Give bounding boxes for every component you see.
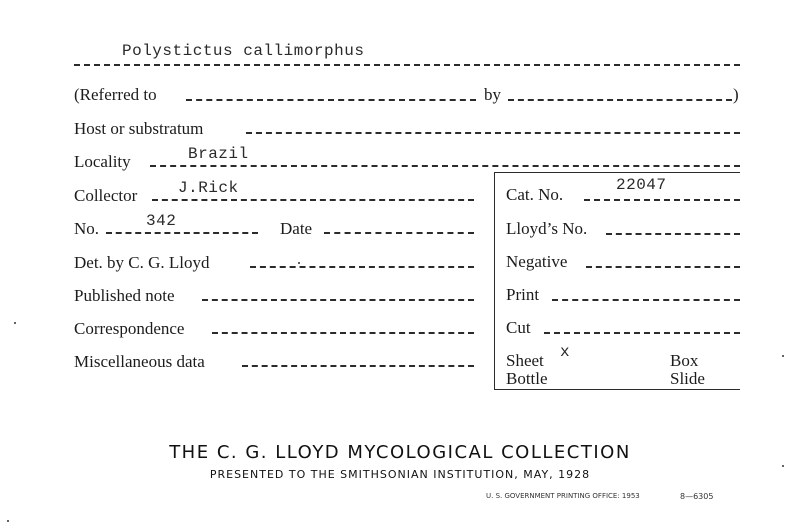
negative-line [586,266,740,268]
close-paren: ) [733,85,739,104]
by-line [508,99,732,101]
cut-label: Cut [506,318,531,337]
collection-title: THE C. G. LLOYD MYCOLOGICAL COLLECTION [169,442,631,463]
locality-line [150,165,740,167]
sheet-label: Sheet [506,351,544,370]
published-note-line [202,299,474,301]
print-label: Print [506,285,540,304]
published-note-label: Published note [74,286,175,305]
sheet-mark: x [560,343,571,361]
locality-label: Locality [74,152,131,171]
collector-label: Collector [74,186,138,205]
referred-to-label: (Referred to [74,85,157,104]
cat-no-value: 22047 [616,176,667,194]
bottle-label: Bottle [506,369,548,388]
box-label: Box [670,351,699,370]
species-name: Polystictus callimorphus [122,42,365,60]
misc-data-label: Miscellaneous data [74,352,205,371]
misc-data-line [242,365,474,367]
print-line [552,299,740,301]
scan-speck [7,520,9,522]
catalog-box-top [494,172,740,173]
host-label: Host or substratum [74,119,204,138]
scan-speck [298,262,300,264]
locality-value: Brazil [188,145,249,163]
date-label: Date [280,219,313,238]
det-by-line [250,266,474,268]
collector-line [152,199,474,201]
lloyds-no-line [606,233,740,235]
collection-subtitle: PRESENTED TO THE SMITHSONIAN INSTITUTION, MAY, 1928 [209,468,591,481]
cut-line [544,332,740,334]
cat-no-line [584,199,740,201]
correspondence-label: Correspondence [74,319,185,338]
det-by-label: Det. by C. G. Lloyd [74,253,210,272]
scan-speck [14,322,16,324]
by-label: by [484,85,501,104]
printing-office-note: U. S. GOVERNMENT PRINTING OFFICE: 1953 [486,492,640,500]
cat-no-label: Cat. No. [506,185,564,204]
number-line [106,232,258,234]
collector-value: J.Rick [178,179,239,197]
slide-label: Slide [670,369,705,388]
negative-label: Negative [506,252,568,271]
referred-to-line [186,99,476,101]
lloyds-no-label: Lloyd’s No. [506,219,588,238]
species-rule [74,64,740,66]
catalog-box-left [494,172,495,390]
form-number: 8—6305 [680,492,714,501]
scan-speck [782,465,784,467]
correspondence-line [212,332,474,334]
catalog-box-bottom [494,389,740,390]
date-line [324,232,474,234]
number-value: 342 [146,212,177,230]
scan-speck [782,355,784,357]
host-line [246,132,740,134]
number-label: No. [74,219,100,238]
